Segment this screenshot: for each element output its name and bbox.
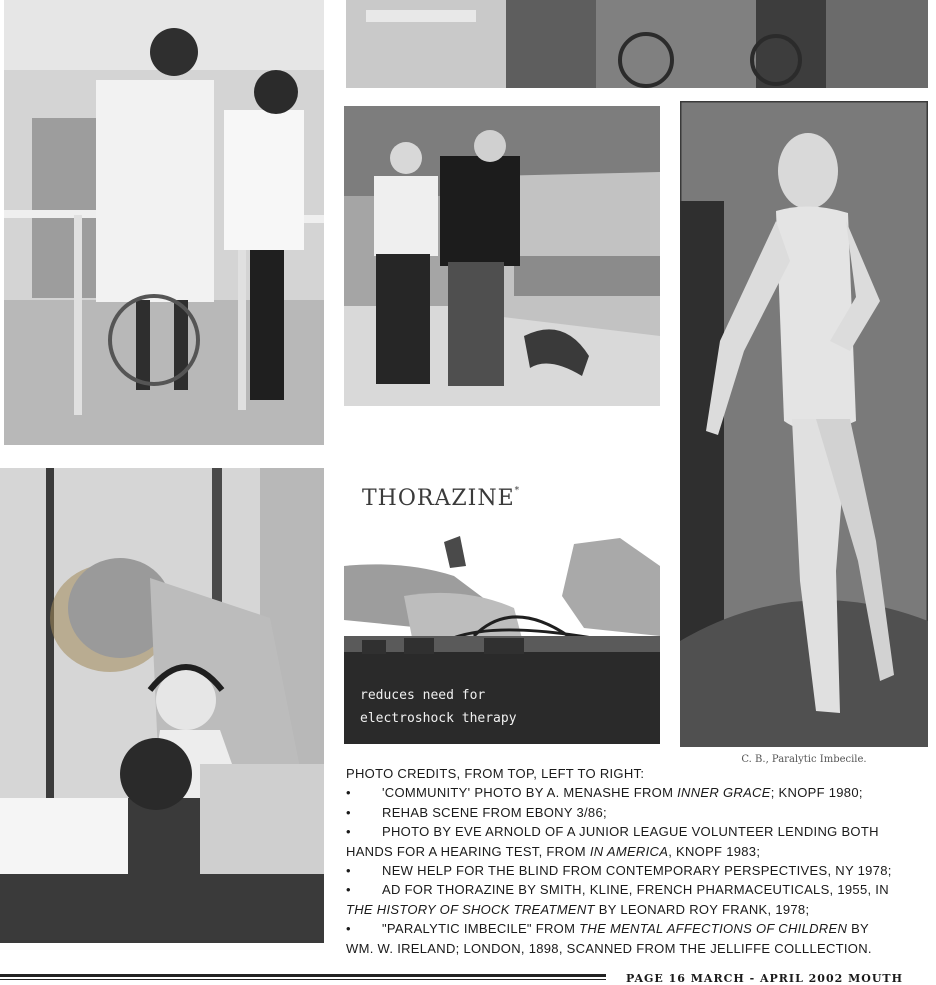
photo-rehab-scene — [4, 0, 324, 445]
credit-text: 'COMMUNITY' PHOTO BY A. MENASHE FROM INNER GRACE; KNOPF 1980; — [382, 785, 863, 801]
thorazine-brand: THORAZINE — [362, 486, 515, 511]
bullet-icon: • — [346, 824, 351, 840]
page-footer: PAGE 16 MARCH - APRIL 2002 MOUTH — [626, 972, 904, 985]
photo-caption: C. B., Paralytic Imbecile. — [741, 754, 867, 765]
credit-item — [346, 861, 930, 880]
thorazine-logo — [362, 486, 520, 511]
photo-credits — [346, 764, 930, 958]
bullet-icon: • — [346, 863, 351, 879]
credit-continuation: HANDS FOR A HEARING TEST, FROM IN AMERICA, KNOPF 1983; — [346, 843, 761, 859]
credit-item — [346, 919, 930, 938]
credit-text: "PARALYTIC IMBECILE" FROM THE MENTAL AFFECTIONS OF CHILDREN BY — [382, 921, 870, 937]
credit-item — [346, 822, 930, 841]
photo-community-wheelchairs — [346, 0, 928, 88]
photo-hearing-test — [0, 468, 324, 943]
photo-blind-guide-dog — [344, 106, 660, 406]
thorazine-slogan — [360, 684, 640, 730]
bullet-icon: • — [346, 882, 351, 898]
slogan-line-2: electroshock therapy — [360, 711, 517, 726]
thorazine-trademark: * — [514, 486, 521, 496]
credit-item — [346, 880, 930, 899]
credit-continuation: THE HISTORY OF SHOCK TREATMENT BY LEONARD ROY FRANK, 1978; — [346, 901, 810, 917]
credit-text: NEW HELP FOR THE BLIND FROM CONTEMPORARY PERSPECTIVES, NY 1978; — [382, 863, 892, 879]
slogan-line-1: reduces need for — [360, 688, 486, 703]
credit-text: REHAB SCENE FROM EBONY 3/86; — [382, 804, 607, 820]
footer-rule-thick — [0, 974, 606, 977]
credit-continuation: WM. W. IRELAND; LONDON, 1898, SCANNED FROM THE JELLIFFE COLLLECTION. — [346, 940, 872, 956]
bullet-icon: • — [346, 921, 351, 937]
credit-item — [346, 803, 930, 822]
credits-heading: PHOTO CREDITS, FROM TOP, LEFT TO RIGHT: — [346, 766, 645, 781]
bullet-icon: • — [346, 785, 351, 801]
photo-paralytic-imbecile — [680, 101, 928, 747]
bullet-icon: • — [346, 804, 351, 820]
credit-text: AD FOR THORAZINE BY SMITH, KLINE, FRENCH PHARMACEUTICALS, 1955, IN — [382, 882, 889, 898]
credit-item — [346, 783, 930, 802]
credit-text: PHOTO BY EVE ARNOLD OF A JUNIOR LEAGUE VOLUNTEER LENDING BOTH — [382, 824, 879, 840]
footer-rule-thin — [0, 979, 606, 980]
